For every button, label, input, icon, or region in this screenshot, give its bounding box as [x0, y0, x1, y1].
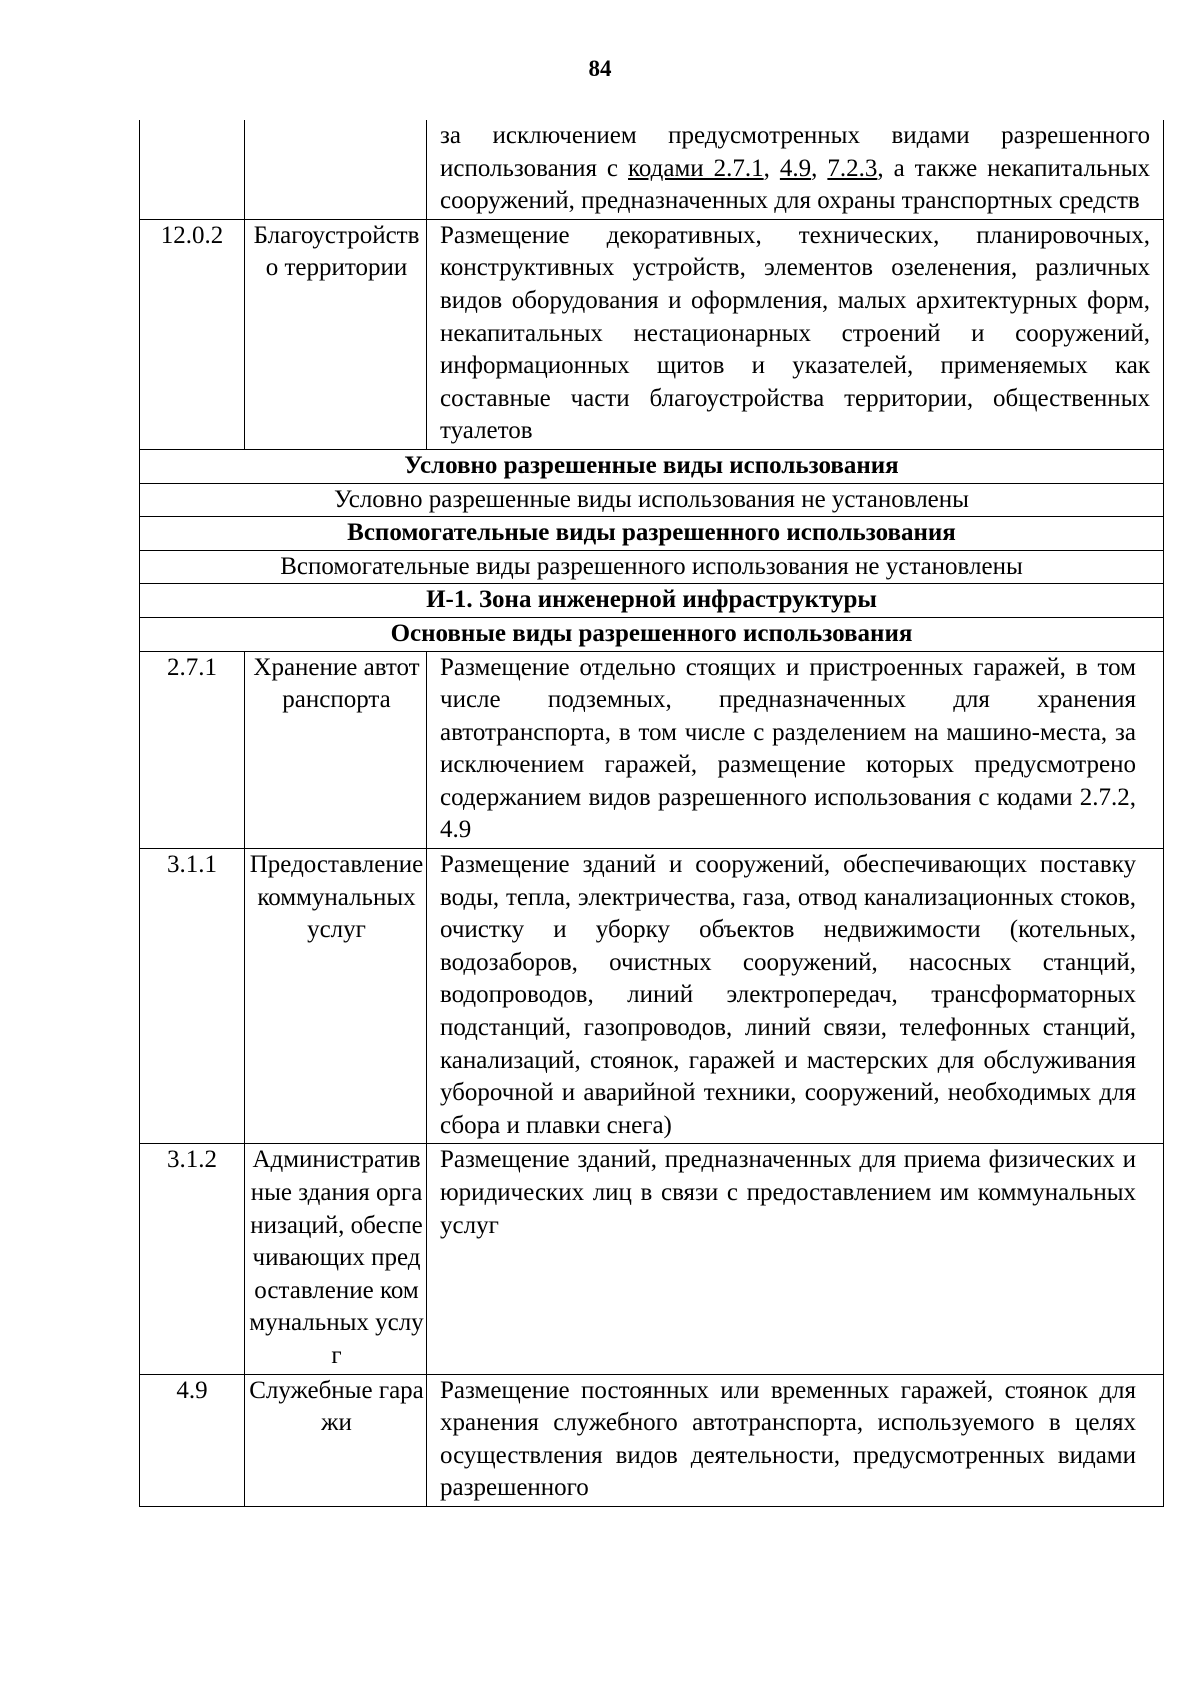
description-cell: Размещение зданий и сооружений, обеспечивающих поставку воды, тепла, электричества, газа, отвод канализационных стоков, очистку и уборку объектов недвижимости (котельных, водозаборов, очистных сооружений, насосных станций, водопроводов, линий электропередач, трансформаторных подстанций, газопроводов, линий связи, телефонных станций, канализаций, стоянок, гаражей и мастерских для обслуживания уборочной и аварийной техники, сооружений, необходимых для сбора и плавки снега)	[427, 849, 1164, 1144]
name-cell: Служебные гаражи	[245, 1374, 427, 1506]
description-cell: Размещение постоянных или временных гаражей, стоянок для хранения служебного автотранспорта, используемого в целях осуществления видов деятельности, предусмотренных видами разрешенного	[427, 1374, 1164, 1506]
table-row	[140, 651, 1164, 849]
code-cell: 3.1.1	[140, 849, 245, 1144]
section-note: Условно разрешенные виды использования не установлены	[140, 483, 1164, 517]
section-note: Вспомогательные виды разрешенного использования не установлены	[140, 550, 1164, 584]
code-link[interactable]: кодами 2.7.1	[628, 154, 764, 182]
table-row	[140, 849, 1164, 1144]
section-header-row	[140, 449, 1164, 483]
name-cell: Благоустройство территории	[245, 219, 427, 449]
code-link[interactable]: 4.9	[779, 154, 812, 182]
section-header: Условно разрешенные виды использования	[140, 449, 1164, 483]
section-header: Вспомогательные виды разрешенного использования	[140, 517, 1164, 551]
table-row-continuation	[140, 120, 1164, 219]
code-link[interactable]: 7.2.3	[827, 154, 878, 182]
code-cell: 3.1.2	[140, 1144, 245, 1374]
name-cell: Административные здания организаций, обеспечивающих предоставление коммунальных услуг	[245, 1144, 427, 1374]
description-text: за исключением предусмотренных видами разрешенного использования с	[440, 122, 1150, 182]
description-cell: Размещение отдельно стоящих и пристроенных гаражей, в том числе подземных, предназначенных для хранения автотранспорта, в том числе с разделением на машино-места, за исключением гаражей, размещение которых предусмотрено содержанием видов разрешенного использования с кодами 2.7.2, 4.9	[427, 651, 1164, 849]
code-cell	[140, 120, 245, 219]
code-cell: 12.0.2	[140, 219, 245, 449]
section-header: Основные виды разрешенного использования	[140, 617, 1164, 651]
page-number: 84	[588, 56, 612, 81]
code-cell: 2.7.1	[140, 651, 245, 849]
description-cell: Размещение зданий, предназначенных для приема физических и юридических лиц в связи с предоставлением им коммунальных услуг	[427, 1144, 1164, 1374]
section-note-row	[140, 550, 1164, 584]
table-row	[140, 1144, 1164, 1374]
zone-header-row	[140, 584, 1164, 618]
separator: ,	[811, 154, 828, 182]
name-cell	[245, 120, 427, 219]
section-header-row	[140, 617, 1164, 651]
description-cell: Размещение декоративных, технических, планировочных, конструктивных устройств, элементов озеленения, различных видов оборудования и оформления, малых архитектурных форм, некапитальных нестационарных строений и сооружений, информационных щитов и указателей, применяемых как составные части благоустройства территории, общественных туалетов	[427, 219, 1164, 449]
name-cell: Предоставление коммунальных услуг	[245, 849, 427, 1144]
table-row	[140, 219, 1164, 449]
separator: ,	[763, 154, 780, 182]
table-row	[140, 1374, 1164, 1506]
land-use-table	[139, 120, 1164, 1507]
code-cell: 4.9	[140, 1374, 245, 1506]
zone-header: И-1. Зона инженерной инфраструктуры	[140, 584, 1164, 618]
description-cell	[427, 120, 1164, 219]
section-note-row	[140, 483, 1164, 517]
section-header-row	[140, 517, 1164, 551]
name-cell: Хранение автотранспорта	[245, 651, 427, 849]
description-text: , а также некапитальных сооружений, предназначенных для охраны транспортных средств	[440, 154, 1151, 215]
